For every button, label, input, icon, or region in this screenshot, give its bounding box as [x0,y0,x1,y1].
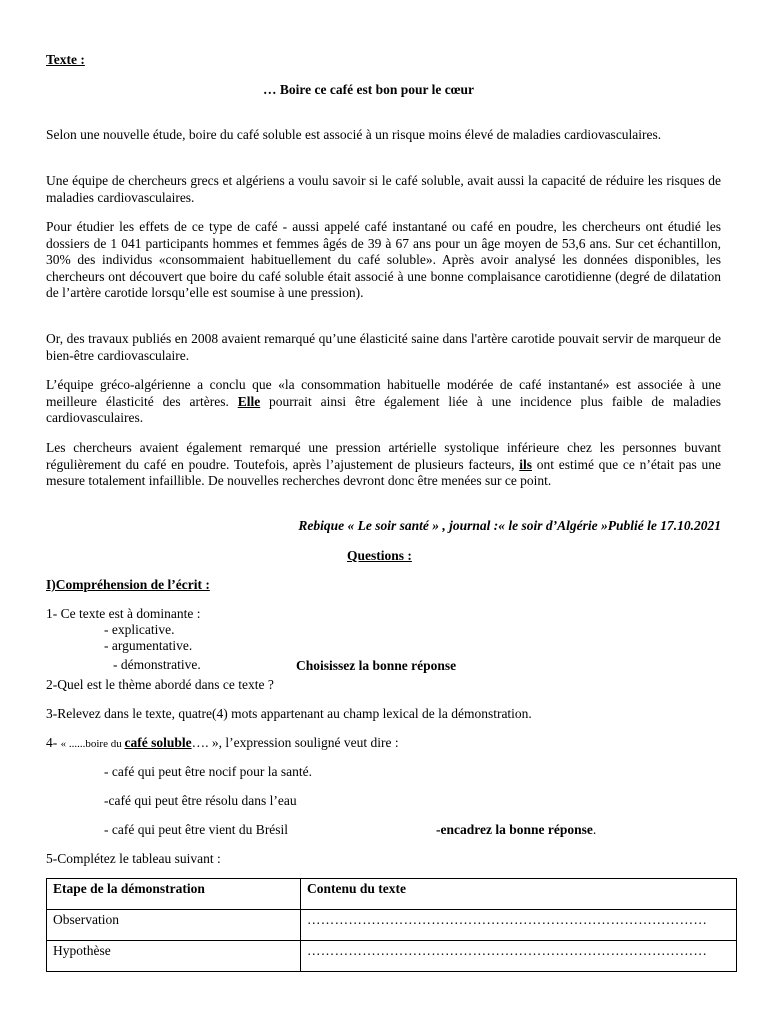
table-header-content: Contenu du texte [301,879,737,910]
table-cell-answer-blank[interactable] [301,910,737,941]
question-4-quote-end: …. », [191,735,222,750]
table-header-row [47,879,737,910]
highlighted-word-elle: Elle [237,393,261,409]
paragraph-5-text-end: pourrait ainsi être également liée à une incidence plus faible de maladies cardiovasculaires. [46,393,721,426]
questions-heading: Questions : [347,548,412,563]
table-row [47,941,737,972]
source-citation: Rebique « Le soir santé » , journal :« le soir d’Algérie »Publié le 17.10.2021 [298,518,721,533]
question-4-underlined-expression: café soluble [124,735,192,750]
question-4-instruction-text: -encadrez la bonne réponse [436,822,593,837]
answer-dots: …………………………………………………………………………… [307,943,708,958]
question-1-instruction: Choisissez la bonne réponse [296,658,457,673]
question-1-option-argumentative: - argumentative. [104,638,193,653]
question-1-option-demonstrative: - démonstrative. [113,657,201,672]
table-cell-answer-blank[interactable] [301,941,737,972]
section-comprehension: I)Compréhension de l’écrit : [46,577,210,592]
paragraph-6-text-end: ont estimé que ce n’était pas une mesure totalement infaillible. De nouvelles recherches devront donc être menées sur ce point. [46,456,722,489]
question-4-instruction [436,822,596,838]
demonstration-table [46,878,737,972]
question-1: 1- Ce texte est à dominante : [46,606,201,621]
question-4-option-2: -café qui peut être résolu dans l’eau [104,793,297,808]
question-4-quote-start: « ......boire du [60,738,125,750]
question-4-option-3: - café qui peut être vient du Brésil [104,822,289,837]
paragraph-3: Pour étudier les effets de ce type de café - aussi appelé café instantané ou café en poudre, les chercheurs ont étudié les dossiers de 1 041 participants hommes et femmes âgés de 39 à 67 ans pour un âge moyen de 53,6 ans. Sur cet échantillon, 30% des individus «consommaient habituellement du café soluble». Après avoir analysé les données disponibles, les chercheurs ont découvert que boire du café soluble était associé à une bonne complaisance carotidienne (degré de dilatation de l’artère carotide lorsqu’elle est soumise à une pression). [46,219,721,301]
question-2: 2-Quel est le thème abordé dans ce texte ? [46,677,274,692]
table-row [47,910,737,941]
table-header-step: Etape de la démonstration [47,879,301,910]
question-5: 5-Complétez le tableau suivant : [46,851,221,866]
table-cell-step: Hypothèse [47,941,301,972]
paragraph-1: Selon une nouvelle étude, boire du café soluble est associé à un risque moins élevé de maladies cardiovasculaires. [46,127,662,142]
text-title: … Boire ce café est bon pour le cœur [263,82,474,97]
paragraph-6 [46,440,721,490]
highlighted-word-ils: ils [519,456,532,472]
question-4-text: l’expression souligné veut dire : [221,735,399,750]
paragraph-4: Or, des travaux publiés en 2008 avaient remarqué qu’une élasticité saine dans l'artère carotide pouvait servir de marqueur de bien-être cardiovasculaire. [46,331,721,363]
question-4-number: 4- [46,735,61,750]
text-label: Texte : [46,52,85,67]
table-cell-step: Observation [47,910,301,941]
question-3: 3-Relevez dans le texte, quatre(4) mots appartenant au champ lexical de la démonstration. [46,706,532,721]
answer-dots: …………………………………………………………………………… [307,912,708,927]
question-4-option-1: - café qui peut être nocif pour la santé. [104,764,313,779]
paragraph-5 [46,377,721,427]
question-4 [46,735,399,751]
paragraph-2: Une équipe de chercheurs grecs et algériens a voulu savoir si le café soluble, avait aussi la capacité de réduire les risques de maladies cardiovasculaires. [46,173,721,205]
paragraph-5-text-start: L’équipe gréco-algérienne a conclu que «la consommation habituelle modérée de café instantané» est associée à une meilleure élasticité des artères. [46,377,721,409]
question-1-option-explicative: - explicative. [104,622,175,637]
question-4-instruction-period: . [592,822,597,837]
paragraph-6-text-start: Les chercheurs avaient également remarqué une pression artérielle systolique inférieure chez les personnes buvant régulièrement du café en poudre. Toutefois, après l’ajustement de plusieurs facteurs, [46,440,721,472]
